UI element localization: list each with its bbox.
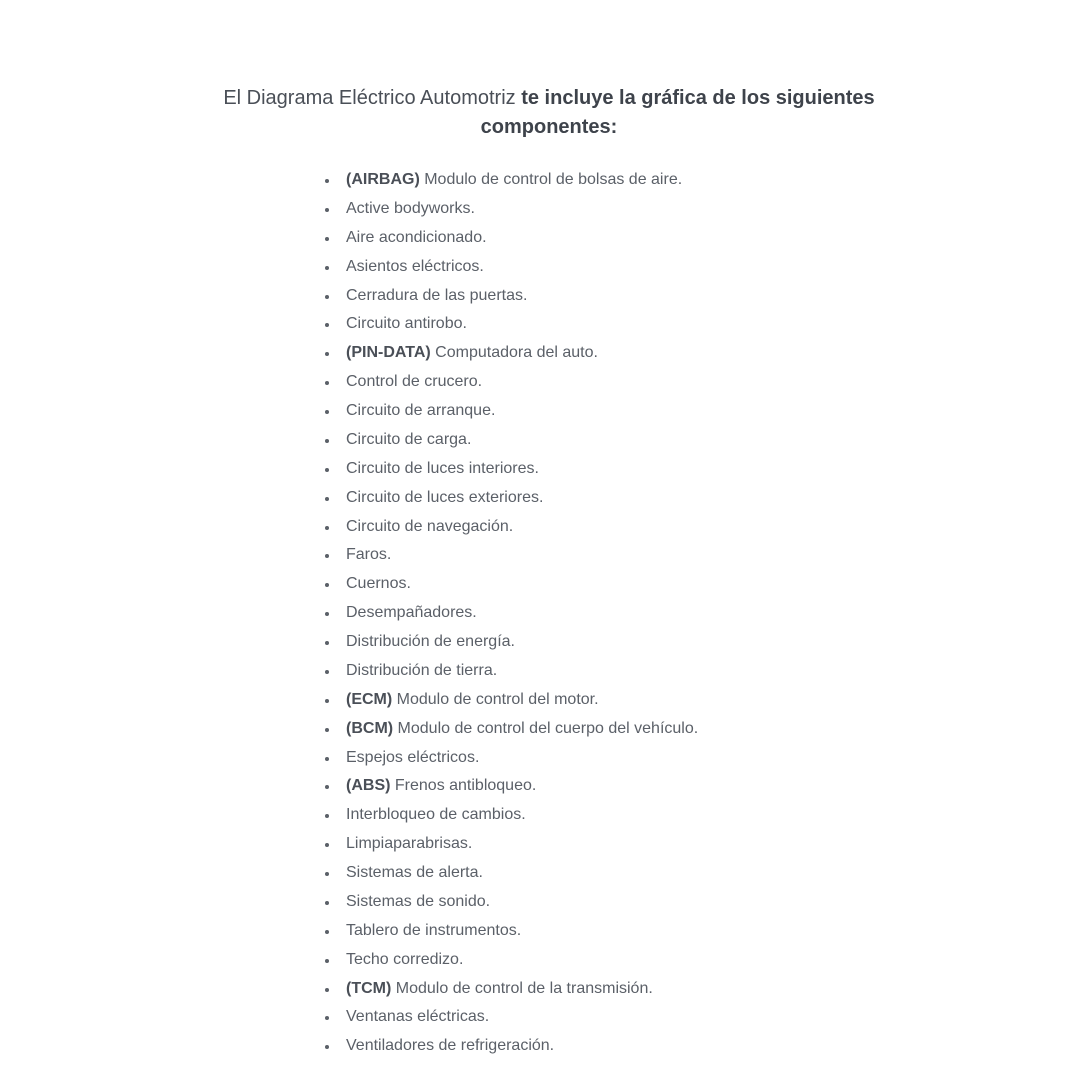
list-item [324,541,944,570]
list-item [324,397,944,426]
list-item [324,859,944,888]
heading-bold-text: te incluye la gráfica de los siguientes componentes: [480,87,875,138]
list-item [324,801,944,830]
list-item [324,975,944,1004]
list-item [324,657,944,686]
component-text: Ventiladores de refrigeración. [346,1037,555,1055]
list-item [324,484,944,513]
component-text: Circuito de luces exteriores. [346,488,544,506]
list-item [324,310,944,339]
list-item [324,1003,944,1032]
list-item [324,513,944,542]
heading-normal-text: El Diagrama Eléctrico Automotriz [223,87,522,109]
component-text: Distribución de tierra. [346,661,498,679]
component-text: Circuito antirobo. [346,315,467,333]
component-text: Limpiaparabrisas. [346,835,473,853]
list-item [324,744,944,773]
list-item [324,1032,944,1061]
component-abbreviation: (BCM) [346,719,398,737]
component-text: Modulo de control del motor. [396,690,599,708]
component-text: Modulo de control de la transmisión. [395,979,653,997]
list-item [324,253,944,282]
component-text: Circuito de arranque. [346,402,496,419]
component-text: Frenos antibloqueo. [394,777,537,795]
list-item [324,166,944,195]
list-item [324,715,944,744]
list-item [324,426,944,455]
component-abbreviation: (ABS) [346,777,395,795]
component-text: Modulo de control del cuerpo del vehículo. [397,719,699,737]
component-text: Techo corredizo. [346,950,464,968]
component-abbreviation: (AIRBAG) [346,171,425,188]
component-text: Computadora del auto. [435,344,598,362]
component-text: Circuito de navegación. [346,517,514,535]
list-item [324,888,944,917]
list-item [324,917,944,946]
list-item [324,282,944,311]
component-text: Desempañadores. [346,604,477,622]
component-text: Asientos eléctricos. [346,257,484,275]
component-text: Interbloqueo de cambios. [346,806,526,824]
component-text: Active bodyworks. [346,199,475,217]
component-text: Aire acondicionado. [346,228,487,246]
list-item [324,195,944,224]
component-list [324,166,944,1061]
component-text: Circuito de carga. [346,430,472,448]
list-item [324,599,944,628]
list-item [324,224,944,253]
component-text: Cerradura de las puertas. [346,286,528,304]
component-abbreviation: (ECM) [346,690,397,708]
list-item [324,368,944,397]
component-text: Tablero de instrumentos. [346,921,522,939]
list-item [324,570,944,599]
component-text: Espejos eléctricos. [346,748,480,766]
component-text: Modulo de control de bolsas de aire. [424,171,683,188]
component-abbreviation: (TCM) [346,979,396,997]
list-item [324,686,944,715]
component-text: Circuito de luces interiores. [346,459,539,477]
component-abbreviation: (PIN-DATA) [346,344,436,362]
page-heading [190,84,908,142]
component-text: Cuernos. [346,575,411,593]
component-text: Ventanas eléctricas. [346,1008,490,1026]
component-text: Faros. [346,546,392,564]
component-text: Sistemas de alerta. [346,864,483,881]
list-item [324,455,944,484]
component-text: Sistemas de sonido. [346,892,491,910]
list-item [324,628,944,657]
component-text: Control de crucero. [346,373,483,391]
component-text: Distribución de energía. [346,633,515,650]
list-item [324,830,944,859]
list-item [324,339,944,368]
list-item [324,946,944,975]
list-item [324,772,944,801]
